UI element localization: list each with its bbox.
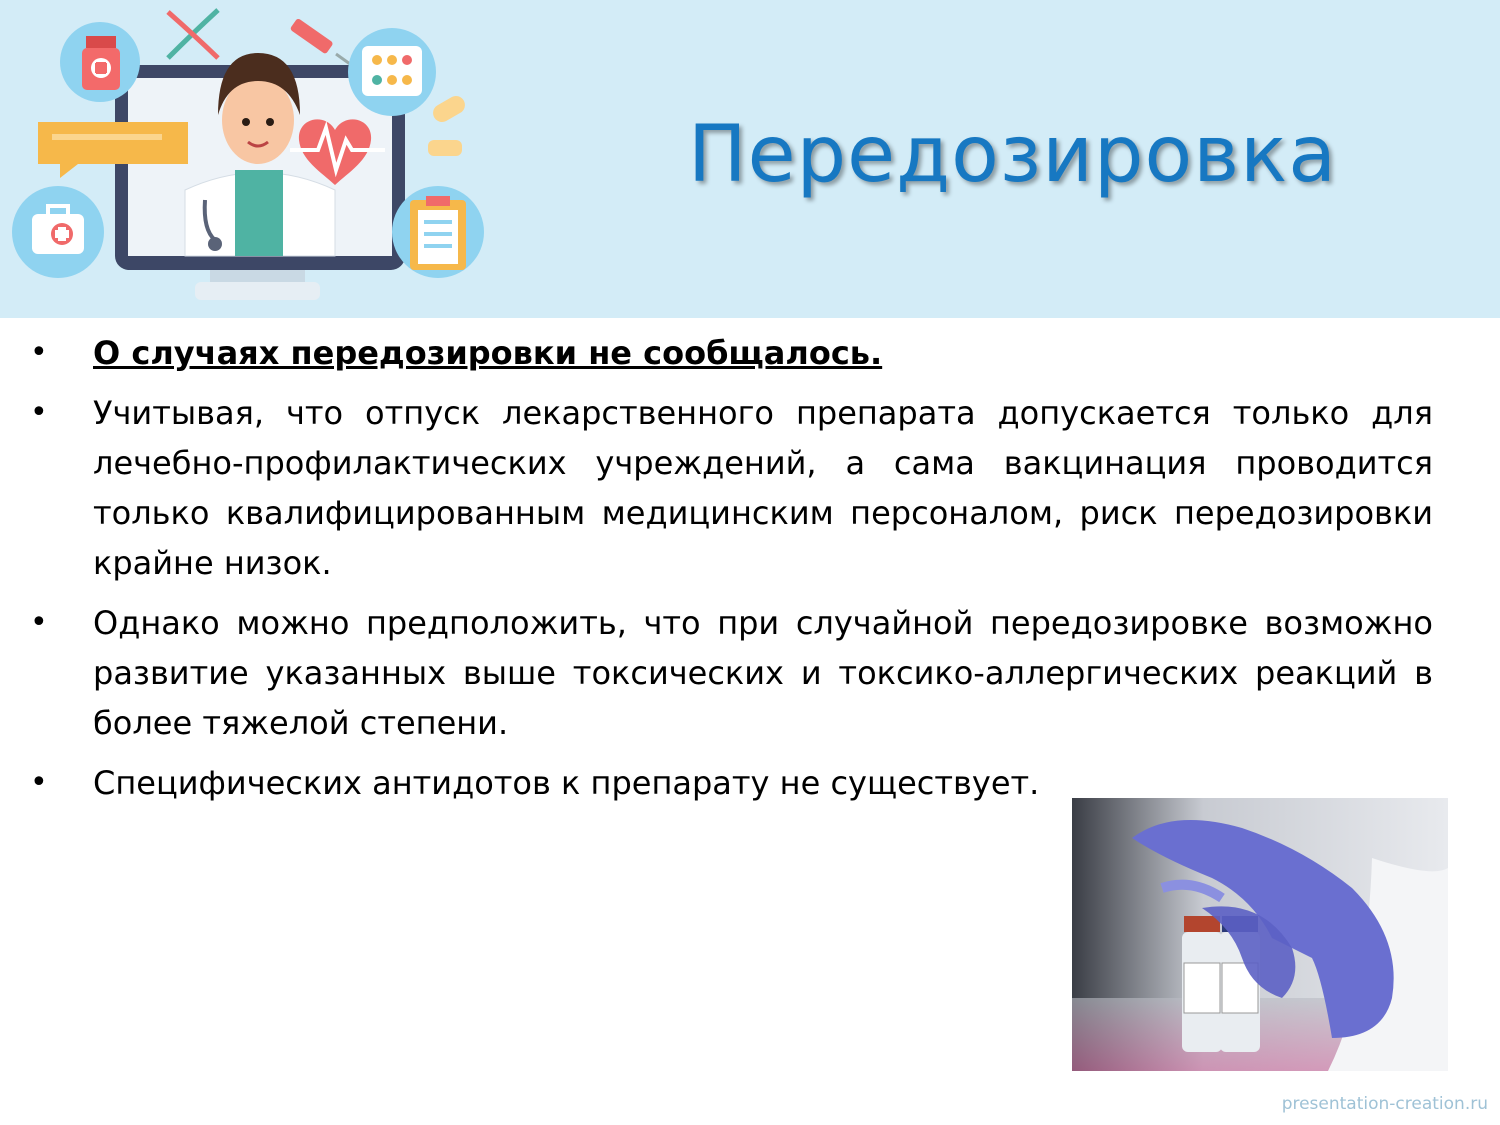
bullet-item <box>0 598 1433 748</box>
bullet-marker: • <box>30 335 48 370</box>
dna-icon <box>168 10 218 58</box>
doctor-illustration <box>0 0 500 318</box>
bullet-item <box>0 328 1433 378</box>
bullet-marker: • <box>30 395 48 430</box>
bullet-marker: • <box>30 765 48 800</box>
bullet-text: Учитывая, что отпуск лекарственного препарата допускается только для лечебно-профилактических учреждений, а сама вакцинация проводится только квалифицированным медицинским персоналом, риск передозировки крайне низок. <box>93 394 1433 582</box>
bullet-list <box>0 328 1500 808</box>
medicine-bottle-icon <box>60 22 140 102</box>
bullet-text: Однако можно предположить, что при случайной передозировке возможно развитие указанных выше токсических и токсико-аллергических реакций в более тяжелой степени. <box>93 604 1433 742</box>
bullet-item <box>0 388 1433 588</box>
bullet-marker: • <box>30 605 48 640</box>
bullet-text: Специфических антидотов к препарату не существует. <box>93 764 1040 802</box>
first-aid-kit-icon <box>12 186 104 278</box>
vaccine-vials-photo <box>1072 798 1448 1071</box>
syringe-icon <box>290 18 350 64</box>
pills-icon <box>348 28 436 116</box>
bullet-text: О случаях передозировки не сообщалось. <box>93 334 883 372</box>
slide-title: Передозировка <box>688 110 1338 200</box>
clipboard-icon <box>392 186 484 278</box>
watermark: presentation-creation.ru <box>1281 1094 1488 1114</box>
slide-header <box>0 0 1500 318</box>
